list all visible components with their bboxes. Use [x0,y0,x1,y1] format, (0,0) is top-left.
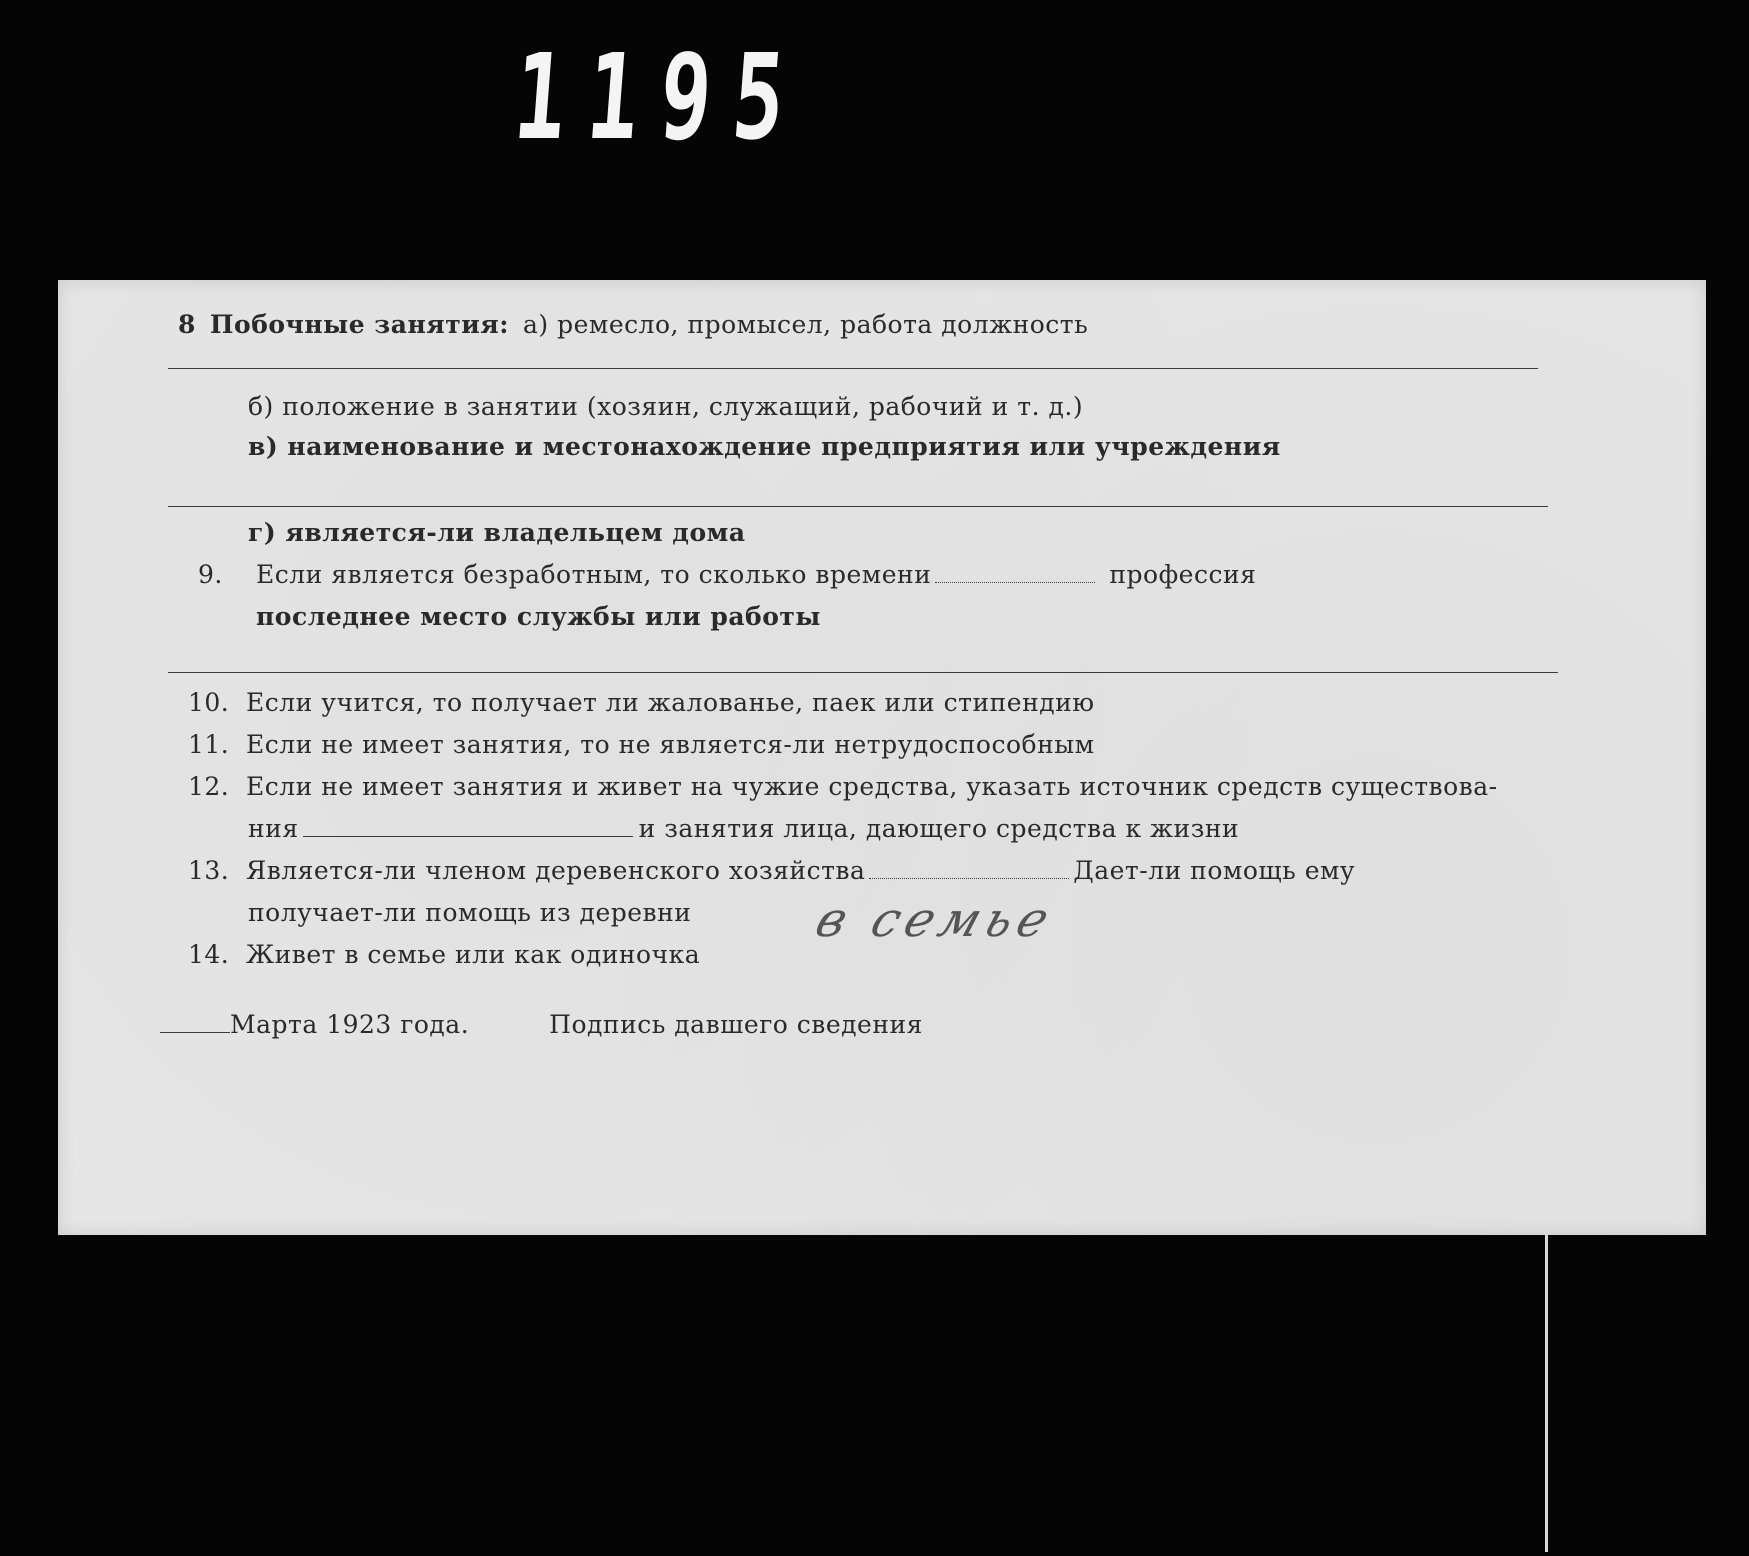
item-8g-text: г) является-ли владельцем дома [248,518,746,547]
item-8v-extra-line[interactable] [168,506,1548,507]
item-8-label: Побочные занятия: [209,310,509,339]
item-11-text: Если не имеет занятия, то не является-ли нетрудоспособным [246,730,1095,759]
item-11-number: 11. [188,730,230,759]
item-10-number: 10. [188,688,230,717]
item-10-text: Если учится, то получает ли жалованье, паек или стипендию [246,688,1095,717]
footer-row [160,1010,1560,1039]
questionnaire-card [58,280,1706,1235]
footer-signature-label: Подпись давшего сведения [549,1010,923,1039]
item-12-text: Если не имеет занятия и живет на чужие средства, указать источник средств существова- [246,772,1498,801]
item-9-last-place-row [256,602,1548,631]
item-13-number: 13. [188,856,230,885]
item-12-number: 12. [188,772,230,801]
item-12-source-field[interactable] [303,836,633,837]
item-9-extra-line[interactable] [168,672,1558,673]
item-13-row [188,856,1558,885]
item-8a-text: а) ремесло, промысел, работа должность [522,310,1089,339]
item-11-row [188,730,1558,759]
item-8b-text: б) положение в занятии (хозяин, служащий, рабочий и т. д.) [248,392,1084,421]
item-9-number: 9. [198,560,223,589]
item-9-text: Если является безработным, то сколько времени [256,560,932,589]
item-14-number: 14. [188,940,230,969]
item-9-duration-field[interactable] [935,582,1095,583]
item-8v-text: в) наименование и местонахождение предприятия или учреждения [248,432,1281,461]
footer-day-field[interactable] [160,1032,230,1033]
item-13-text: Является-ли членом деревенского хозяйства [246,856,866,885]
item-8-row [178,310,1538,339]
item-8v-row [248,432,1548,461]
item-9-profession-label: профессия [1109,560,1257,589]
item-9-row [198,560,1548,589]
archive-number: 1195 [509,28,812,166]
item-9-last-place-label: последнее место службы или работы [256,602,821,631]
item-12-row [188,772,1558,801]
item-12-cont-start: ния [248,814,299,843]
item-13-receives-label: получает-ли помощь из деревни [248,898,692,927]
item-12-cont-mid: и занятия лица, дающего средства к жизни [638,814,1240,843]
footer-date: Марта 1923 года. [230,1010,470,1039]
item-8b-row [248,392,1548,421]
item-10-row [188,688,1558,717]
item-14-handwritten-answer: в семье [808,892,1062,948]
item-8a-extra-line[interactable] [168,368,1538,369]
item-13-help-label: Дает-ли помощь ему [1073,856,1356,885]
item-8-number: 8 [178,310,196,339]
item-12-cont-row [248,814,1558,843]
item-8g-row [248,518,1548,547]
item-13-member-field[interactable] [869,878,1069,879]
scan-artifact-line [1545,1232,1548,1552]
item-14-text: Живет в семье или как одиночка [246,940,701,969]
